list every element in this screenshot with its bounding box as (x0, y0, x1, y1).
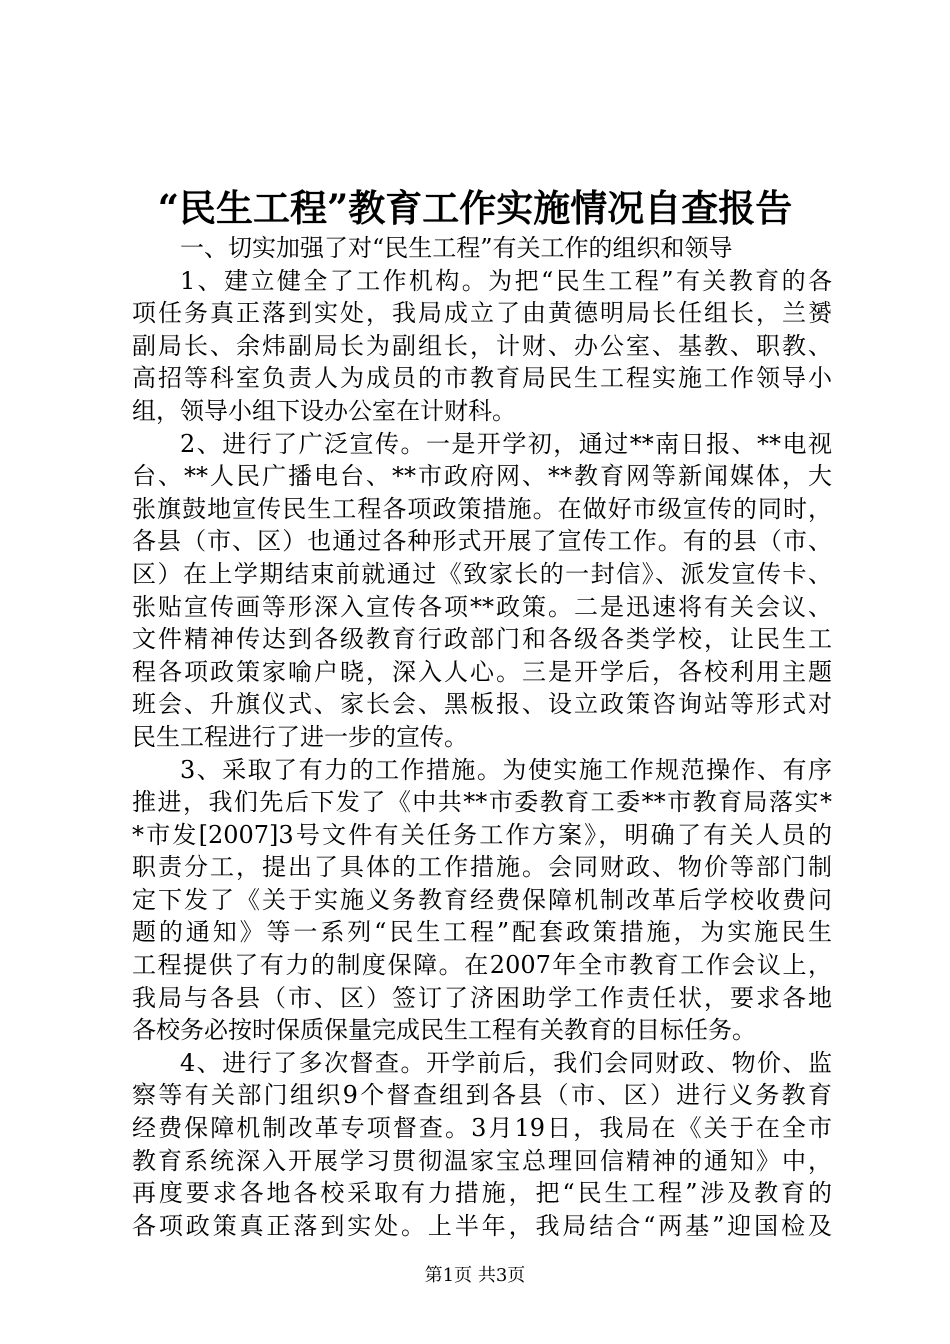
body-line: 再度要求各地各校采取有力措施，把“民生工程”涉及教育的 (132, 1179, 832, 1208)
body-line: 职责分工，提出了具体的工作措施。会同财政、物价等部门制 (132, 853, 832, 882)
body-line: 张旗鼓地宣传民生工程各项政策措施。在做好市级宣传的同时， (132, 494, 832, 523)
body-line: 工程提供了有力的制度保障。在2007年全市教育工作会议上， (132, 951, 832, 980)
body-line: 班会、升旗仪式、家长会、黑板报、设立政策咨询站等形式对 (132, 690, 832, 719)
body-line: 程各项政策家喻户晓，深入人心。三是开学后，各校利用主题 (132, 657, 832, 686)
body-line: 2、进行了广泛宣传。一是开学初，通过**南日报、**电视 (180, 429, 832, 458)
body-line: 高招等科室负责人为成员的市教育局民生工程实施工作领导小 (132, 364, 832, 393)
body-line: 4、进行了多次督查。开学前后，我们会同财政、物价、监 (180, 1048, 832, 1077)
body-line: 张贴宣传画等形深入宣传各项**政策。二是迅速将有关会议、 (132, 592, 832, 621)
body-line: 教育系统深入开展学习贯彻温家宝总理回信精神的通知》中， (132, 1146, 832, 1175)
body-line: 各县（市、区）也通过各种形式开展了宣传工作。有的县（市、 (132, 527, 832, 556)
body-line: 组，领导小组下设办公室在计财科。 (132, 396, 516, 425)
body-line: 我局与各县（市、区）签订了济困助学工作责任状，要求各地 (132, 983, 832, 1012)
body-line: *市发[2007]3号文件有关任务工作方案》，明确了有关人员的 (132, 820, 832, 849)
body-line: 文件精神传达到各级教育行政部门和各级各类学校，让民生工 (132, 625, 832, 654)
body-line: 题的通知》等一系列“民生工程”配套政策措施，为实施民生 (132, 918, 832, 947)
body-line: 各校务必按时保质保量完成民生工程有关教育的目标任务。 (132, 1016, 756, 1045)
body-line: 副局长、余炜副局长为副组长，计财、办公室、基教、职教、 (132, 331, 832, 360)
body-line: 台、**人民广播电台、**市政府网、**教育网等新闻媒体，大 (132, 462, 832, 491)
page-footer: 第1页 共3页 (424, 1265, 526, 1286)
body-line: 定下发了《关于实施义务教育经费保障机制改革后学校收费问 (132, 885, 832, 914)
body-line: 项任务真正落到实处，我局成立了由黄德明局长任组长，兰赟 (132, 299, 832, 328)
body-line: 1、建立健全了工作机构。为把“民生工程”有关教育的各 (180, 266, 832, 295)
body-line: 3、采取了有力的工作措施。为使实施工作规范操作、有序 (180, 755, 832, 784)
body-line: 推进，我们先后下发了《中共**市委教育工委**市教育局落实* (132, 788, 832, 817)
body-line: 民生工程进行了进一步的宣传。 (132, 722, 468, 751)
document-title: “民生工程”教育工作实施情况自查报告 (157, 186, 793, 230)
body-line: 察等有关部门组织9个督查组到各县（市、区）进行义务教育 (132, 1081, 832, 1110)
body-line: 区）在上学期结束前就通过《致家长的一封信》、派发宣传卡、 (132, 559, 832, 588)
body-line: 经费保障机制改革专项督查。3月19日，我局在《关于在全市 (132, 1114, 832, 1143)
document-body (132, 232, 832, 1242)
body-line: 各项政策真正落到实处。上半年，我局结合“两基”迎国检及 (132, 1211, 832, 1240)
body-line: 一、切实加强了对“民生工程”有关工作的组织和领导 (180, 234, 733, 262)
